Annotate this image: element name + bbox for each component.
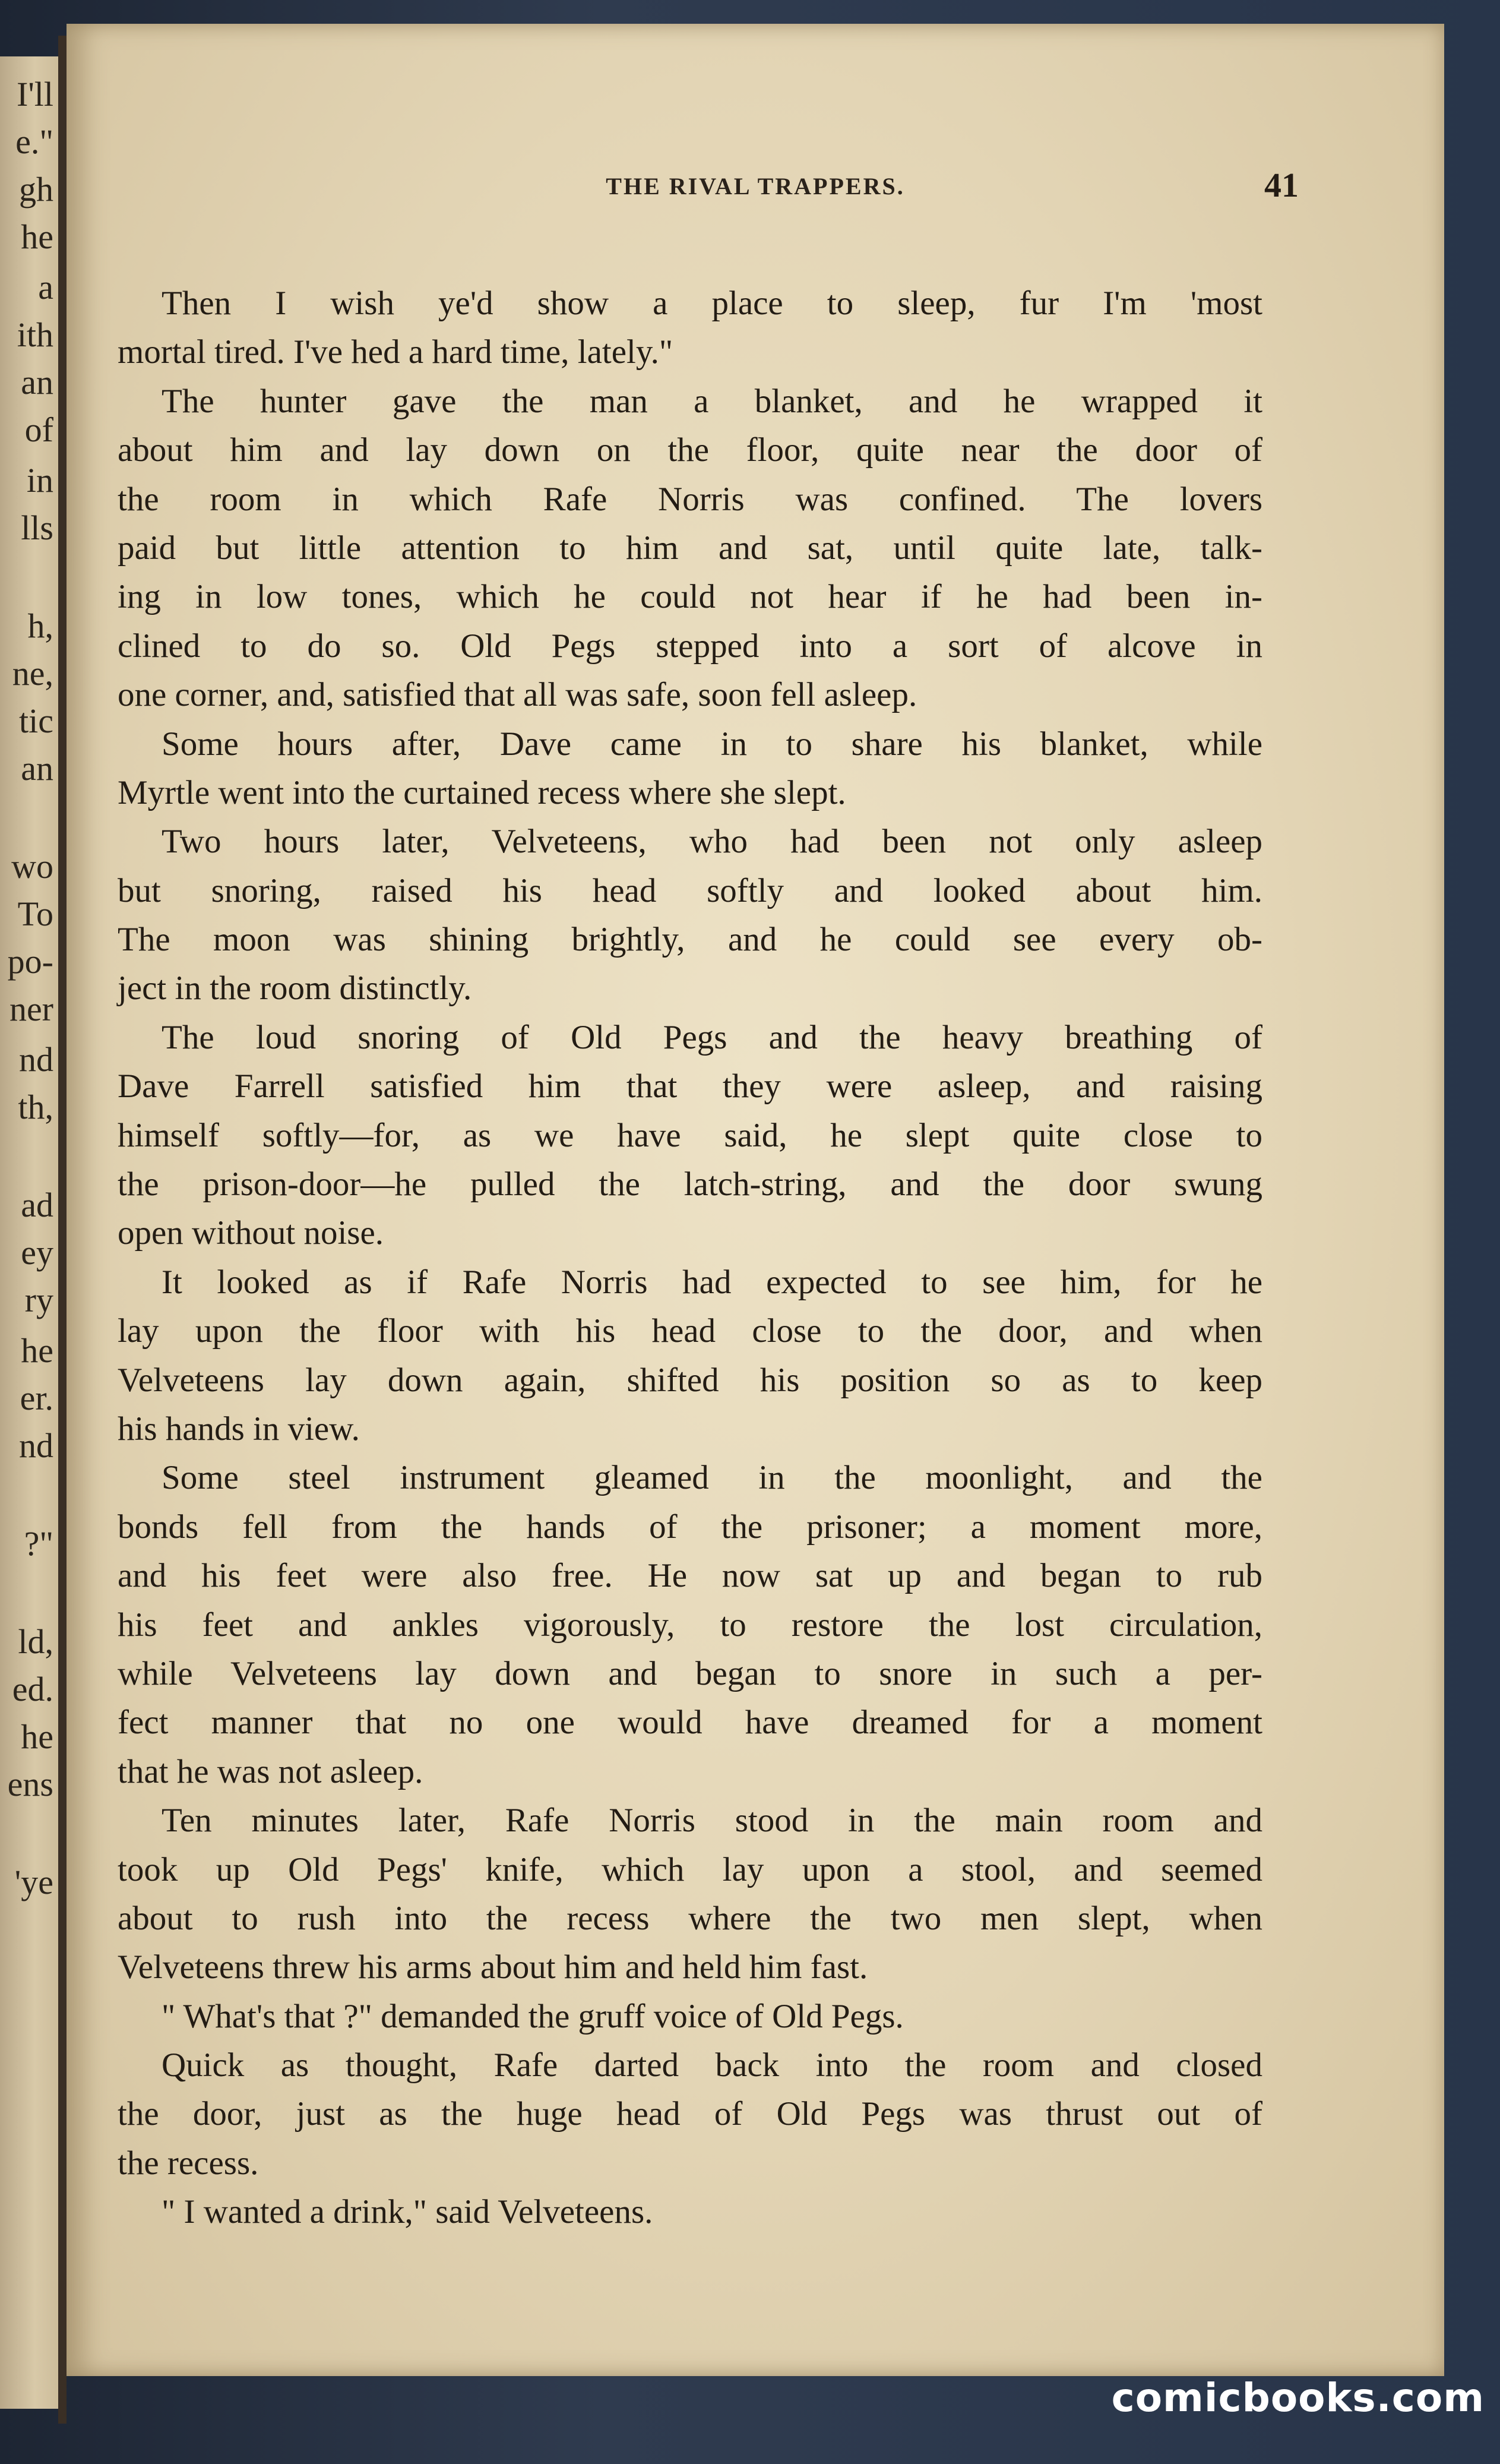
text-line: the door, just as the huge head of Old Pegs was thrust out of [118, 2095, 1262, 2133]
book-gutter [58, 36, 67, 2424]
text-line: clined to do so. Old Pegs stepped into a sort of alcove in [118, 627, 1262, 665]
text-line: the recess. [118, 2144, 259, 2182]
text-line: The moon was shining brightly, and he could see every ob- [118, 921, 1262, 959]
text-line: mortal tired. I've hed a hard time, lately." [118, 333, 673, 371]
facing-page-fragment: he [21, 1717, 53, 1756]
text-line: fect manner that no one would have dreamed for a moment [118, 1704, 1262, 1742]
text-line: " I wanted a drink," said Velveteens. [162, 2193, 653, 2231]
text-line: bonds fell from the hands of the prisoner; a moment more, [118, 1508, 1262, 1546]
running-head: THE RIVAL TRAPPERS. [606, 173, 905, 200]
text-line: himself softly—for, as we have said, he slept quite close to [118, 1116, 1262, 1154]
facing-page-fragment: ld, [18, 1622, 53, 1661]
page-number: 41 [1264, 166, 1299, 204]
text-line: ject in the room distinctly. [118, 969, 472, 1007]
text-line: and his feet were also free. He now sat up and began to rub [118, 1557, 1262, 1595]
facing-page-fragment: I'll [17, 75, 53, 113]
text-line: about him and lay down on the floor, quite near the door of [118, 431, 1262, 469]
text-line: took up Old Pegs' knife, which lay upon a stool, and seemed [118, 1850, 1262, 1888]
text-line: Then I wish ye'd show a place to sleep, fur I'm 'most [162, 285, 1262, 322]
text-line: the prison-door—he pulled the latch-string, and the door swung [118, 1165, 1262, 1203]
text-line: Ten minutes later, Rafe Norris stood in the main room and [162, 1802, 1262, 1840]
text-line: Some hours after, Dave came in to share his blanket, while [162, 725, 1262, 763]
text-line: one corner, and, satisfied that all was safe, soon fell asleep. [118, 676, 917, 714]
facing-page-edge [0, 56, 58, 2409]
facing-page-fragment: lls [21, 508, 53, 547]
text-line: Myrtle went into the curtained recess where she slept. [118, 773, 846, 811]
text-line: Dave Farrell satisfied him that they were asleep, and raising [118, 1067, 1262, 1105]
text-line: The hunter gave the man a blanket, and he wrapped it [162, 382, 1262, 420]
facing-page-fragment: e." [15, 122, 53, 161]
text-line: Velveteens lay down again, shifted his position so as to keep [118, 1361, 1262, 1399]
text-line: paid but little attention to him and sat, until quite late, talk- [118, 529, 1262, 567]
facing-page-fragment: he [21, 1331, 53, 1370]
facing-page-fragment: h, [27, 606, 53, 645]
text-line: the room in which Rafe Norris was confined. The lovers [118, 480, 1262, 518]
facing-page-fragment: po- [7, 942, 53, 981]
facing-page-fragment: nd [19, 1040, 53, 1079]
facing-page-fragment: gh [19, 170, 53, 209]
facing-page-fragment: er. [20, 1379, 53, 1417]
facing-page-fragment: ?" [24, 1524, 53, 1563]
text-line: Quick as thought, Rafe darted back into the room and closed [162, 2046, 1262, 2084]
facing-page-fragment: an [21, 363, 53, 402]
facing-page-fragment: he [21, 217, 53, 256]
text-line: ing in low tones, which he could not hear if he had been in- [118, 578, 1262, 616]
text-line: Two hours later, Velveteens, who had been not only asleep [162, 823, 1262, 861]
facing-page-fragment: ner [9, 990, 53, 1028]
text-line: Some steel instrument gleamed in the moonlight, and the [162, 1459, 1262, 1497]
facing-page-fragment: ens [7, 1765, 53, 1803]
facing-page-fragment: 'ye [14, 1863, 53, 1901]
text-line: " What's that ?" demanded the gruff voice of Old Pegs. [162, 1997, 904, 2035]
text-line: Velveteens threw his arms about him and held him fast. [118, 1948, 868, 1986]
facing-page-fragment: ith [17, 315, 53, 354]
text-line: It looked as if Rafe Norris had expected to see him, for he [162, 1263, 1262, 1301]
facing-page-fragment: ry [24, 1281, 53, 1319]
book-page [67, 24, 1444, 2376]
facing-page-fragment: th, [18, 1088, 53, 1126]
text-line: about to rush into the recess where the two men slept, when [118, 1899, 1262, 1937]
facing-page-fragment: of [24, 410, 53, 449]
text-line: that he was not asleep. [118, 1752, 423, 1790]
facing-page-fragment: a [38, 268, 53, 307]
watermark: comicbooks.com [1111, 2375, 1485, 2421]
facing-page-fragment: ey [21, 1233, 53, 1272]
text-line: The loud snoring of Old Pegs and the heavy breathing of [162, 1018, 1262, 1056]
facing-page-fragment: in [26, 461, 53, 500]
body-text [118, 279, 1262, 2237]
facing-page-fragment: ad [21, 1186, 53, 1224]
text-line: while Velveteens lay down and began to snore in such a per- [118, 1654, 1262, 1692]
text-line: lay upon the floor with his head close to the door, and when [118, 1312, 1262, 1350]
facing-page-fragment: wo [11, 847, 53, 886]
facing-page-fragment: To [17, 895, 53, 933]
text-line: his hands in view. [118, 1410, 360, 1448]
facing-page-fragment: nd [19, 1426, 53, 1465]
facing-page-fragment: an [21, 749, 53, 788]
facing-page-fragment: ne, [12, 654, 53, 693]
text-line: his feet and ankles vigorously, to restore the lost circulation, [118, 1606, 1262, 1644]
facing-page-fragment: ed. [12, 1670, 53, 1708]
text-line: open without noise. [118, 1214, 384, 1252]
facing-page-fragment: tic [19, 702, 53, 740]
text-line: but snoring, raised his head softly and looked about him. [118, 871, 1262, 909]
